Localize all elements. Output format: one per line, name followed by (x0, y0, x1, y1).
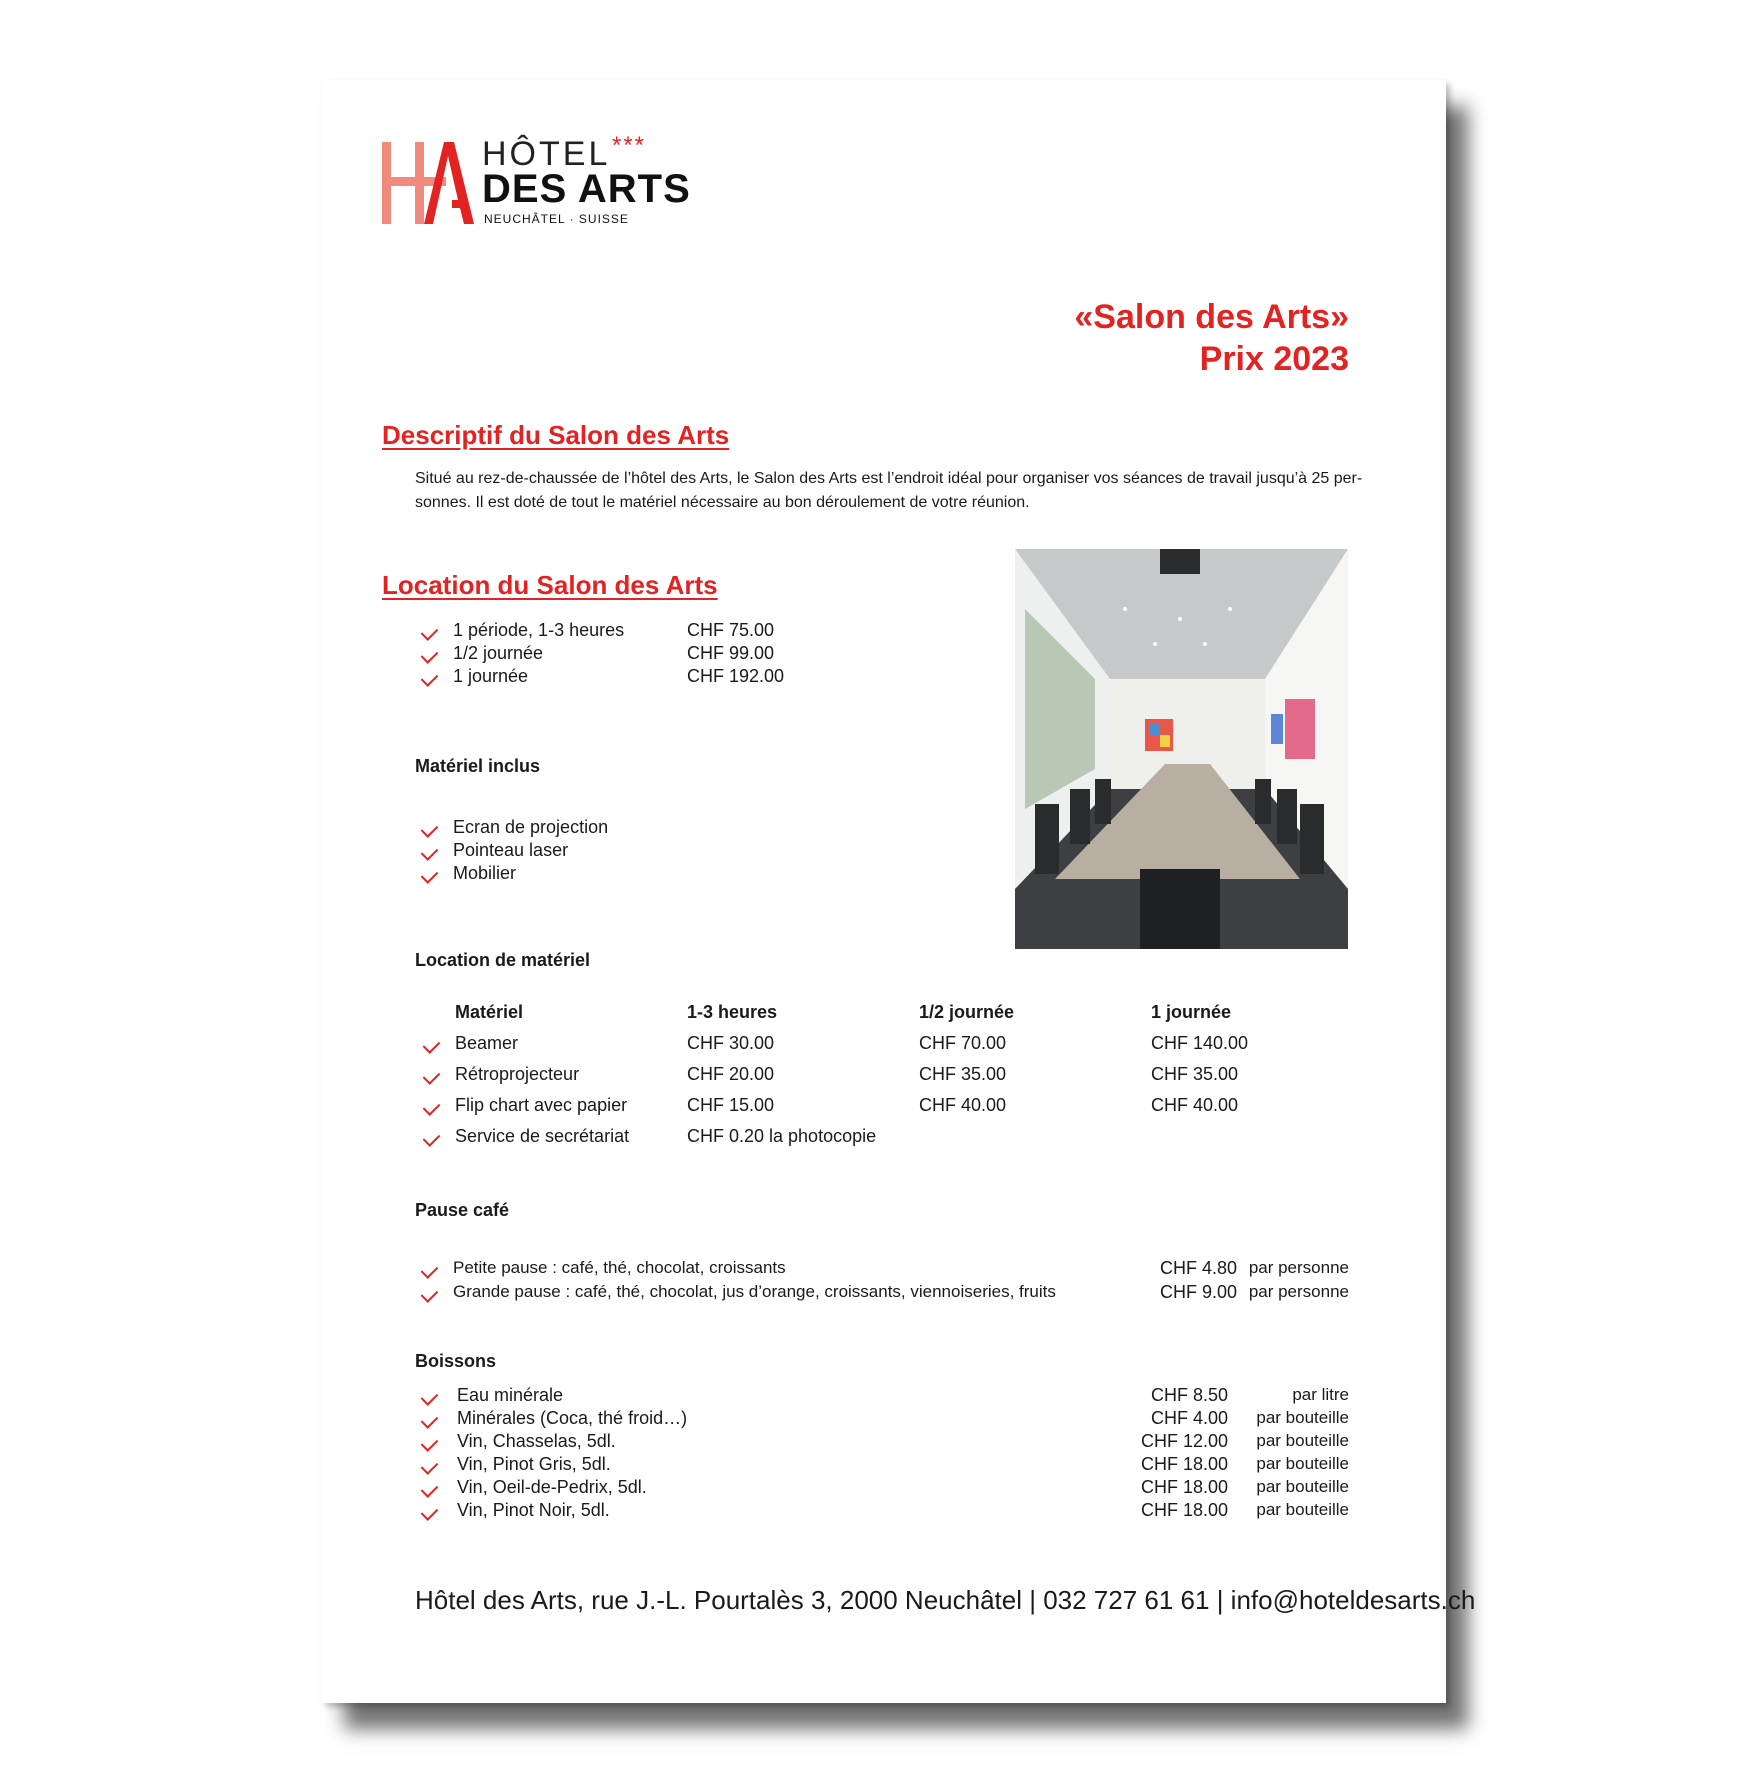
list-item-unit: par litre (1292, 1385, 1349, 1404)
materiel-inclus-heading: Matériel inclus (415, 756, 541, 776)
table-header: 1-3 heures (687, 1002, 778, 1022)
checkmark-icon (421, 1411, 439, 1429)
descriptif-text (415, 467, 1375, 515)
list-item-price: CHF 9.00 (1160, 1282, 1238, 1302)
logo-city-text: NEUCHÂTEL · SUISSE (484, 212, 629, 226)
table-cell: Service de secrétariat (455, 1126, 630, 1146)
location-item-label: 1 période, 1-3 heures (453, 620, 625, 640)
checkmark-icon (421, 1285, 439, 1303)
location-item-price: CHF 192.00 (687, 666, 785, 686)
location-item-price: CHF 75.00 (687, 620, 775, 640)
logo-desarts-text: DES ARTS (482, 167, 691, 211)
location-item-price: CHF 99.00 (687, 643, 775, 663)
list-item-price: CHF 18.00 (1140, 1500, 1228, 1520)
list-item: Mobilier (453, 863, 517, 883)
list-item-price: CHF 18.00 (1140, 1477, 1228, 1497)
checkmark-icon (421, 866, 439, 884)
location-materiel-heading: Location de matériel (415, 950, 591, 970)
checkmark-icon (421, 669, 439, 687)
checkmark-icon (421, 843, 439, 861)
table-cell: CHF 30.00 (687, 1033, 775, 1053)
checkmark-icon (423, 1067, 441, 1085)
logo-stars: *** (612, 132, 647, 159)
descriptif-line-1: Situé au rez-de-chaussée de l’hôtel des Arts, le Salon des Arts est l’endroit idéal pour organiser vos séances de travail jusqu’à 25 per- (415, 470, 1363, 487)
list-item: Vin, Pinot Gris, 5dl. (457, 1454, 611, 1474)
footer-contact: Hôtel des Arts, rue J.-L. Pourtalès 3, 2000 Neuchâtel | 032 727 61 61 | info@hoteldesarts.ch (415, 1585, 1476, 1615)
list-item: Pointeau laser (453, 840, 569, 860)
table-cell: Flip chart avec papier (455, 1095, 628, 1115)
list-item-unit: par bouteille (1256, 1477, 1349, 1496)
list-item: Vin, Pinot Noir, 5dl. (457, 1500, 610, 1520)
table-cell: CHF 70.00 (919, 1033, 1007, 1053)
price-sheet-page (322, 80, 1476, 1703)
page-subtitle: Prix 2023 (1199, 340, 1349, 378)
table-cell: CHF 140.00 (1151, 1033, 1249, 1053)
checkmark-icon (421, 1480, 439, 1498)
table-cell: CHF 20.00 (687, 1064, 775, 1084)
descriptif-heading: Descriptif du Salon des Arts (382, 420, 730, 450)
page-title: «Salon des Arts» (1074, 298, 1349, 336)
table-header: Matériel (455, 1002, 524, 1022)
list-item-unit: par bouteille (1256, 1408, 1349, 1427)
descriptif-line-2: sonnes. Il est doté de tout le matériel nécessaire au bon déroulement de votre réunion. (415, 494, 1030, 511)
table-cell: Beamer (455, 1033, 519, 1053)
table-cell: Rétroprojecteur (455, 1064, 580, 1084)
meeting-room-photo (1015, 549, 1348, 949)
list-item: Vin, Oeil-de-Pedrix, 5dl. (457, 1477, 647, 1497)
list-item: Petite pause : café, thé, chocolat, croissants (453, 1258, 786, 1277)
checkmark-icon (421, 1503, 439, 1521)
logo-mark-icon (382, 142, 480, 224)
location-item-label: 1 journée (453, 666, 529, 686)
logo-hotel-text: HÔTEL (482, 135, 611, 173)
checkmark-icon (421, 1261, 439, 1279)
list-item-unit: par bouteille (1256, 1431, 1349, 1450)
checkmark-icon (421, 1434, 439, 1452)
table-header: 1 journée (1151, 1002, 1232, 1022)
pause-cafe-heading: Pause café (415, 1200, 510, 1220)
list-item-price: CHF 18.00 (1140, 1454, 1228, 1474)
list-item-price: CHF 12.00 (1140, 1431, 1228, 1451)
list-item-unit: par personne (1248, 1258, 1349, 1277)
list-item: Minérales (Coca, thé froid…) (457, 1408, 688, 1428)
meeting-room-illustration (1015, 549, 1348, 949)
checkmark-icon (423, 1036, 441, 1054)
location-item-label: 1/2 journée (453, 643, 544, 663)
list-item: Ecran de projection (453, 817, 609, 837)
checkmark-icon (421, 623, 439, 641)
list-item: Vin, Chasselas, 5dl. (457, 1431, 616, 1451)
table-header: 1/2 journée (919, 1002, 1015, 1022)
table-cell: CHF 40.00 (1151, 1095, 1239, 1115)
table-cell: CHF 35.00 (919, 1064, 1007, 1084)
list-item-unit: par personne (1248, 1282, 1349, 1301)
list-item: Grande pause : café, thé, chocolat, jus d’orange, croissants, viennoiseries, fruits (453, 1282, 1056, 1301)
list-item-price: CHF 4.80 (1160, 1258, 1238, 1278)
list-item: Eau minérale (457, 1385, 564, 1405)
checkmark-icon (421, 1388, 439, 1406)
list-item-price: CHF 8.50 (1150, 1385, 1228, 1405)
location-heading: Location du Salon des Arts (382, 570, 718, 600)
list-item-unit: par bouteille (1256, 1454, 1349, 1473)
list-item-unit: par bouteille (1256, 1500, 1349, 1519)
boissons-heading: Boissons (415, 1351, 497, 1371)
checkmark-icon (421, 1457, 439, 1475)
table-cell: CHF 40.00 (919, 1095, 1007, 1115)
checkmark-icon (423, 1098, 441, 1116)
checkmark-icon (421, 820, 439, 838)
table-cell: CHF 0.20 la photocopie (687, 1126, 877, 1146)
list-item-price: CHF 4.00 (1150, 1408, 1228, 1428)
checkmark-icon (423, 1129, 441, 1147)
table-cell: CHF 15.00 (687, 1095, 775, 1115)
table-cell: CHF 35.00 (1151, 1064, 1239, 1084)
checkmark-icon (421, 646, 439, 664)
